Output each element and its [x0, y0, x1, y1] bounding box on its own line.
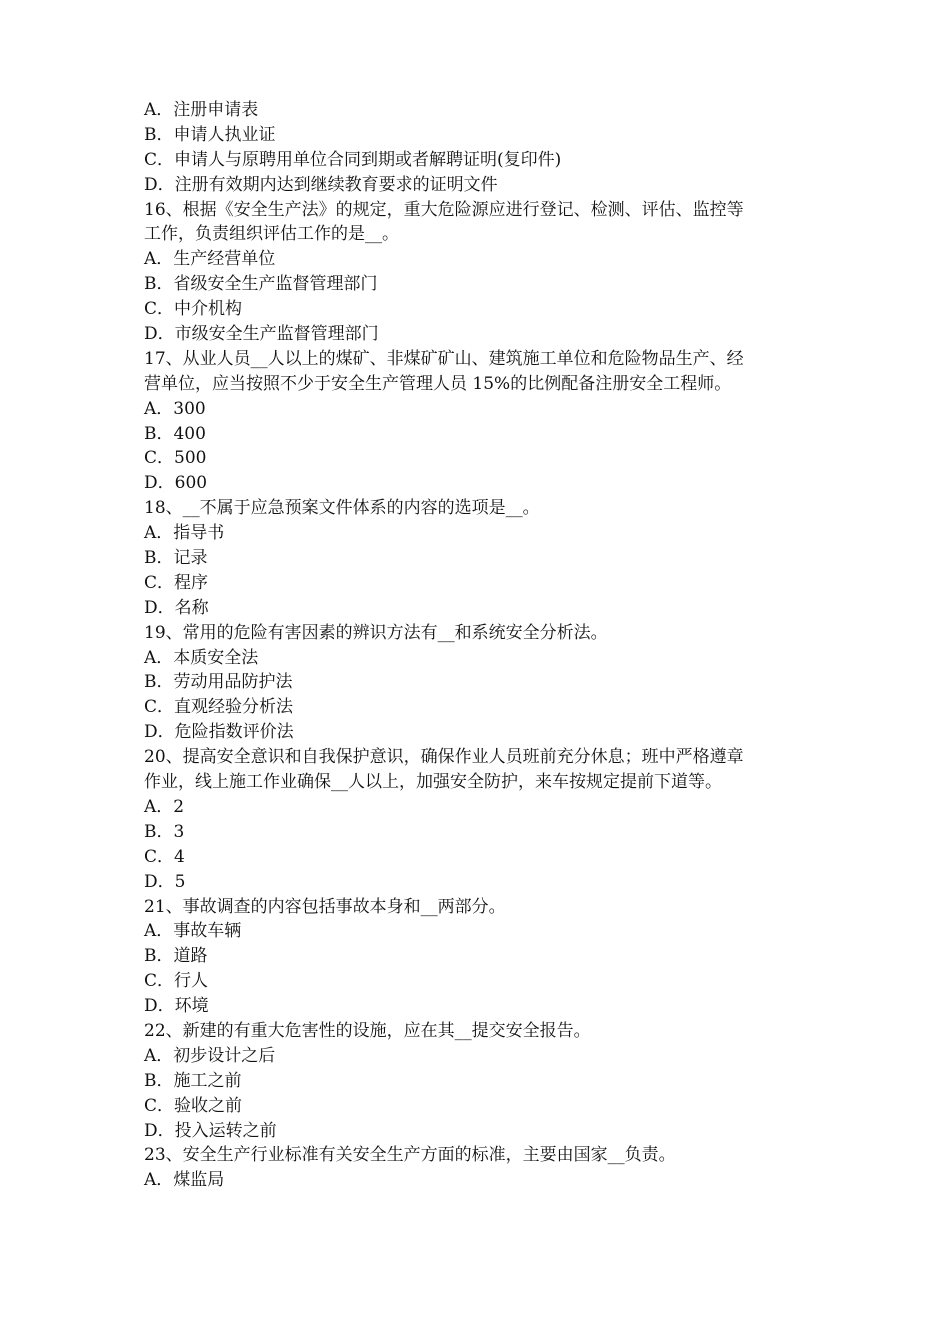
text-line: A．指导书 — [144, 523, 225, 544]
text-line: C．500 — [144, 448, 207, 469]
text-line: 17、从业人员__人以上的煤矿、非煤矿矿山、建筑施工单位和危险物品生产、经 — [144, 348, 744, 369]
text-line: 营单位，应当按照不少于安全生产管理人员 15%的比例配备注册安全工程师。 — [144, 373, 732, 394]
text-line: B．劳动用品防护法 — [144, 672, 293, 693]
text-line: 22、新建的有重大危害性的设施，应在其__提交安全报告。 — [144, 1020, 591, 1041]
text-line: A．生产经营单位 — [144, 249, 276, 270]
text-line: C．程序 — [144, 572, 209, 593]
text-line: B．道路 — [144, 946, 208, 967]
text-line: B．400 — [144, 423, 206, 444]
text-line: A．300 — [144, 398, 206, 419]
text-line: D．名称 — [144, 597, 209, 618]
text-line: D．注册有效期内达到继续教育要求的证明文件 — [144, 174, 498, 195]
text-line: B．记录 — [144, 548, 208, 569]
text-line: C．直观经验分析法 — [144, 697, 294, 718]
text-line: D．环境 — [144, 996, 209, 1017]
text-line: 18、__不属于应急预案文件体系的内容的选项是__。 — [144, 498, 540, 519]
text-line: D．危险指数评价法 — [144, 722, 294, 743]
text-line: B．省级安全生产监督管理部门 — [144, 274, 378, 295]
text-line: B．施工之前 — [144, 1070, 242, 1091]
text-line: 16、根据《安全生产法》的规定，重大危险源应进行登记、检测、评估、监控等 — [144, 199, 744, 220]
text-line: D．投入运转之前 — [144, 1120, 277, 1141]
text-line: A．事故车辆 — [144, 921, 242, 942]
text-line: C．行人 — [144, 971, 209, 992]
text-line: A．注册申请表 — [144, 100, 259, 120]
text-line: A．煤监局 — [144, 1170, 225, 1191]
document-body — [144, 98, 824, 1193]
text-line: D．5 — [144, 871, 186, 892]
text-line: 20、提高安全意识和自我保护意识，确保作业人员班前充分休息；班中严格遵章 — [144, 747, 744, 768]
text-line: B．3 — [144, 821, 185, 842]
text-line: A．本质安全法 — [144, 647, 259, 668]
text-line: 工作，负责组织评估工作的是__。 — [144, 224, 399, 245]
text-line: B．申请人执业证 — [144, 124, 276, 145]
text-line: D．市级安全生产监督管理部门 — [144, 324, 379, 345]
text-line: C．申请人与原聘用单位合同到期或者解聘证明(复印件) — [144, 149, 562, 170]
text-line: C．验收之前 — [144, 1095, 243, 1116]
text-line: 23、安全生产行业标准有关安全生产方面的标准，主要由国家__负责。 — [144, 1145, 676, 1166]
text-line: A．初步设计之后 — [144, 1045, 276, 1066]
text-line: C．中介机构 — [144, 299, 243, 320]
text-line: D．600 — [144, 473, 208, 494]
text-line: C．4 — [144, 846, 185, 867]
text-line: 作业，线上施工作业确保__人以上，加强安全防护，来车按规定提前下道等。 — [144, 772, 722, 793]
text-line: A．2 — [144, 796, 185, 817]
text-line: 19、常用的危险有害因素的辨识方法有__和系统安全分析法。 — [144, 622, 608, 643]
text-line: 21、事故调查的内容包括事故本身和__两部分。 — [144, 896, 506, 917]
